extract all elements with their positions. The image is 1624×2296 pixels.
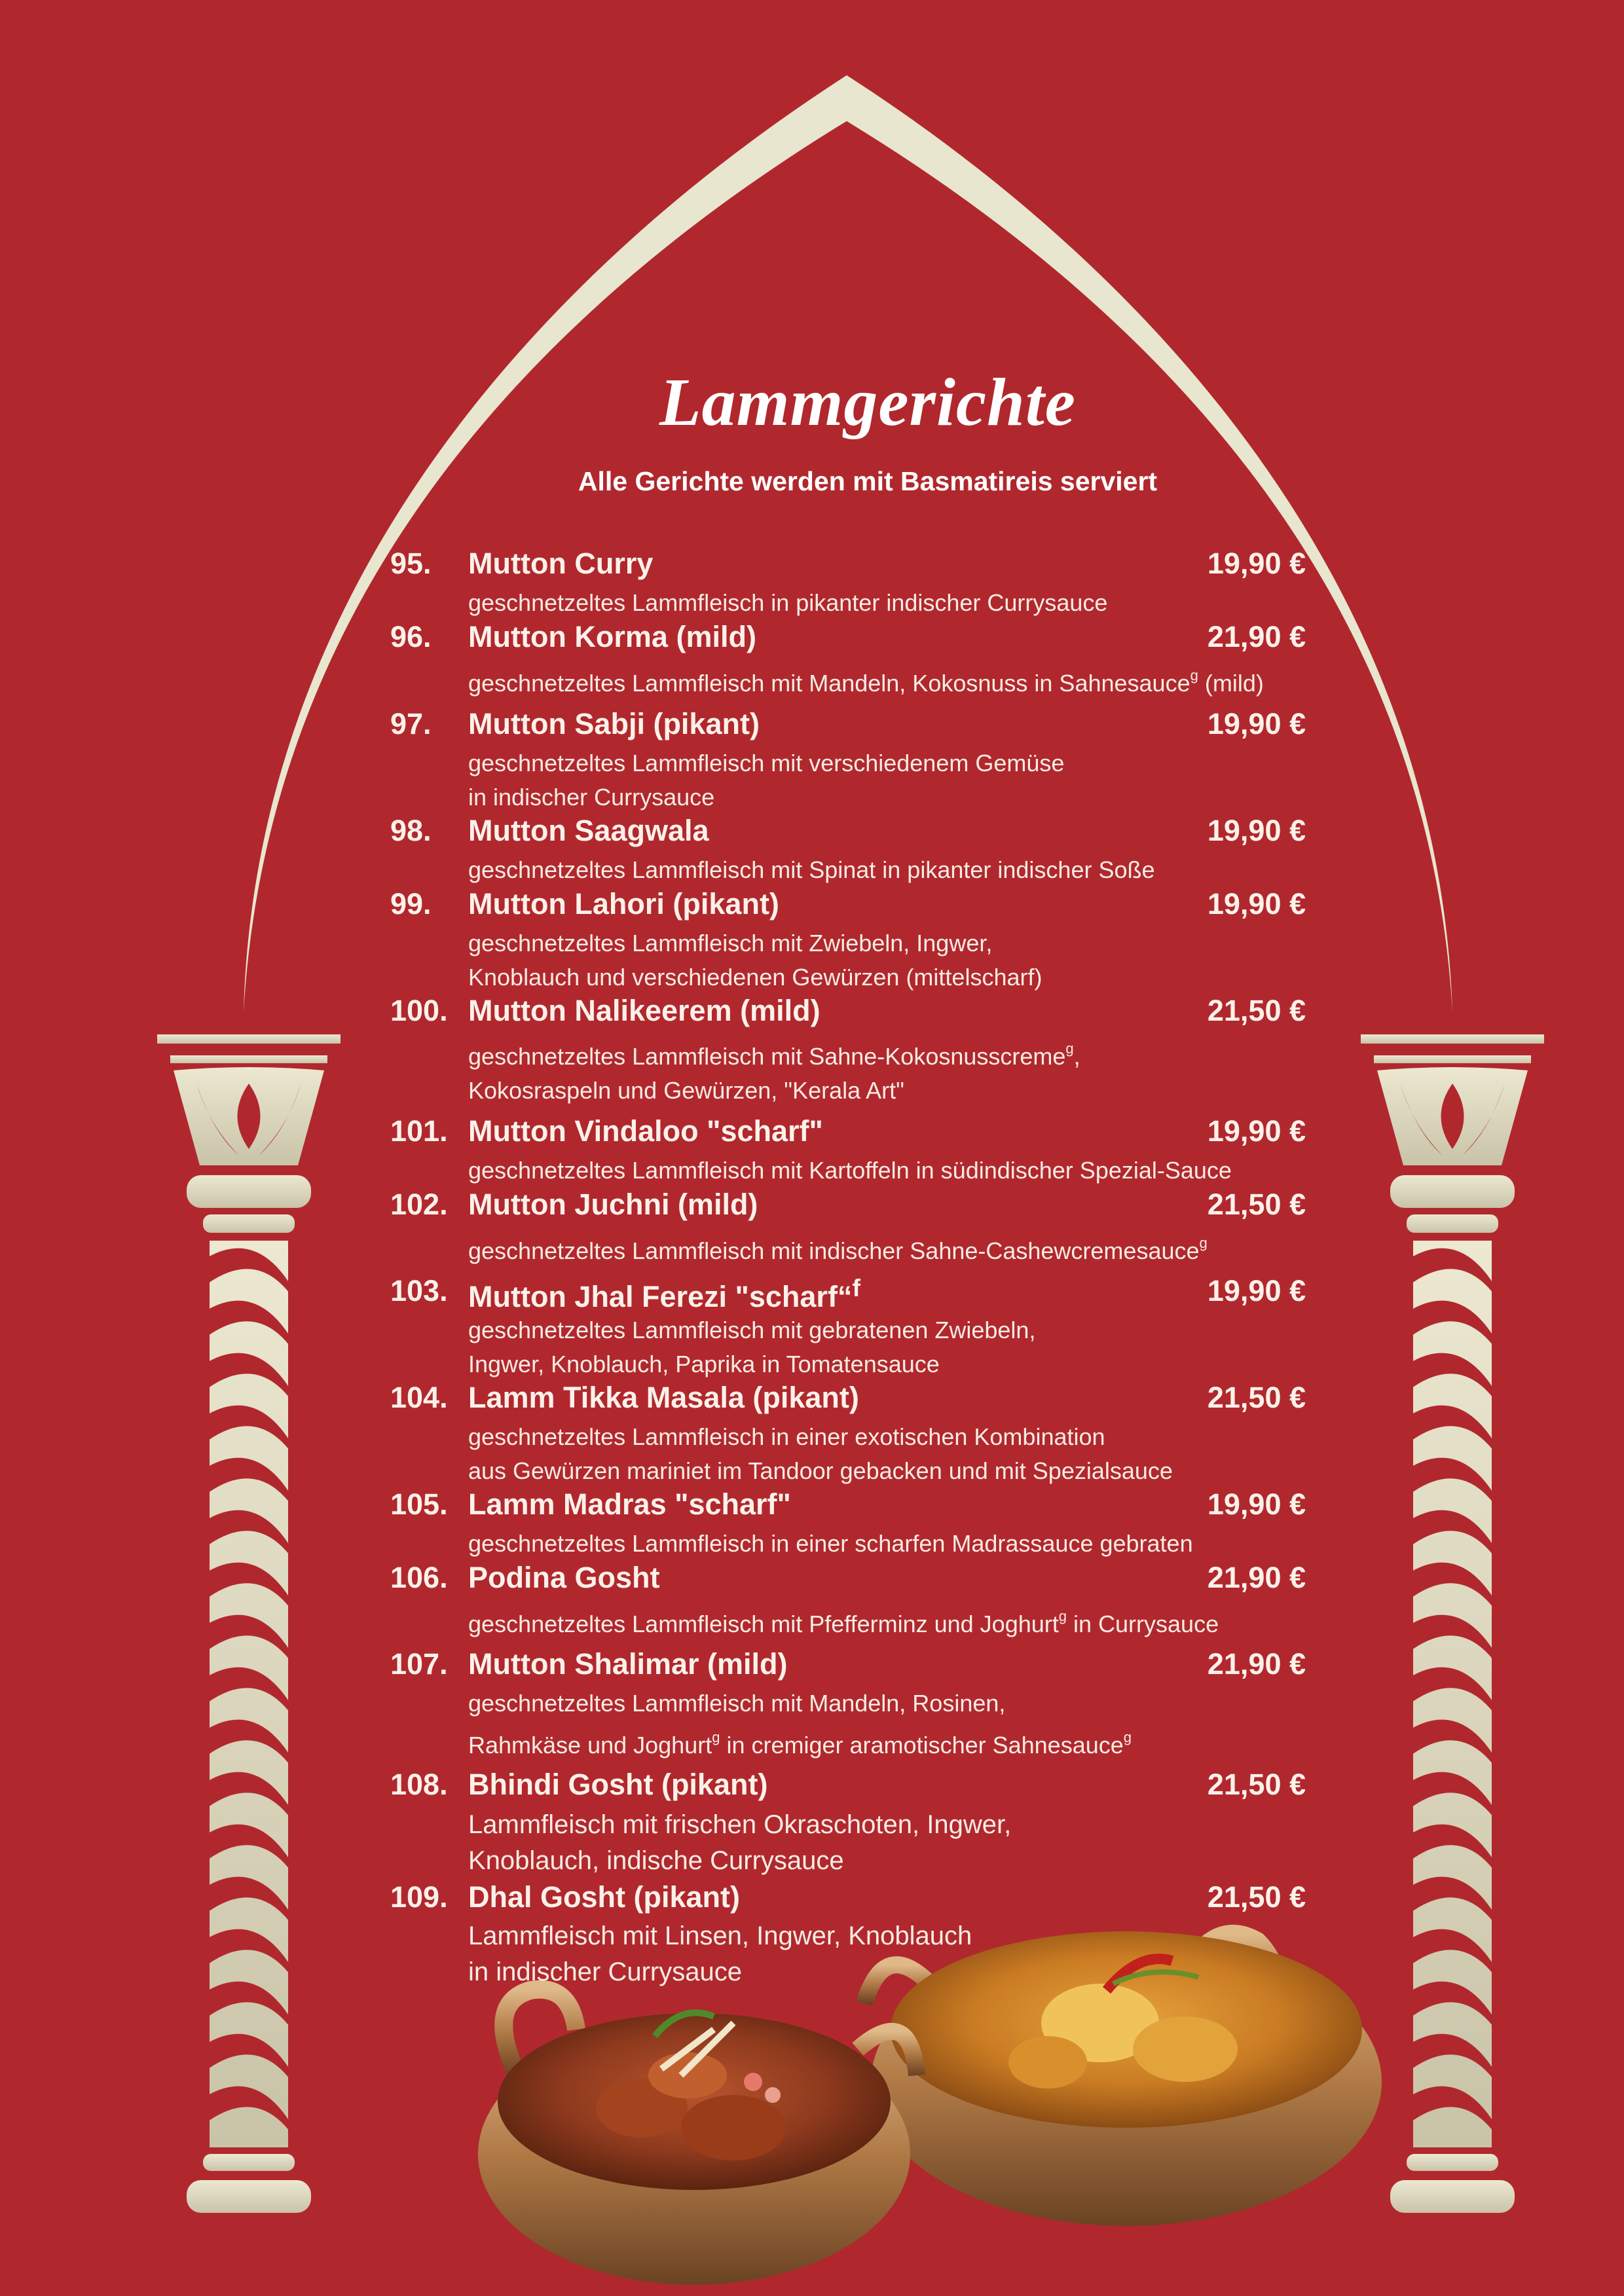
item-description: Lammfleisch mit Linsen, Ingwer, Knoblauch	[468, 1922, 972, 1950]
item-description: geschnetzeltes Lammfleisch mit Mandeln, Rosinen,	[468, 1690, 1006, 1717]
item-description: geschnetzeltes Lammfleisch in einer scharfen Madrassauce gebraten	[468, 1530, 1193, 1557]
item-price: 21,50 €	[1207, 1381, 1306, 1414]
item-price: 21,50 €	[1207, 1188, 1306, 1221]
item-description: Lammfleisch mit frischen Okraschoten, Ingwer,	[468, 1810, 1012, 1839]
item-description: Knoblauch, indische Currysauce	[468, 1846, 844, 1875]
item-number: 102.	[390, 1188, 448, 1221]
item-name: Mutton Saagwala	[468, 814, 709, 847]
page-subtitle: Alle Gerichte werden mit Basmatireis serviert	[578, 466, 1158, 496]
item-description: aus Gewürzen mariniet im Tandoor gebacken und mit Spezialsauce	[468, 1457, 1173, 1484]
item-number: 101.	[390, 1114, 448, 1148]
item-name: Mutton Vindaloo "scharf"	[468, 1114, 823, 1148]
item-number: 106.	[390, 1561, 448, 1594]
item-description: Ingwer, Knoblauch, Paprika in Tomatensauce	[468, 1351, 940, 1377]
item-description: in indischer Currysauce	[468, 784, 715, 811]
item-price: 19,90 €	[1207, 1274, 1306, 1307]
item-name: Lamm Madras "scharf"	[468, 1487, 791, 1521]
item-price: 19,90 €	[1207, 707, 1306, 740]
item-description: geschnetzeltes Lammfleisch mit Kartoffeln in südindischer Spezial-Sauce	[468, 1157, 1232, 1184]
pillar-left	[157, 1034, 341, 2213]
item-description: Kokosraspeln und Gewürzen, "Kerala Art"	[468, 1077, 904, 1104]
item-name: Mutton Jhal Ferezi "scharf“$^f$	[468, 1274, 860, 1313]
item-description: in indischer Currysauce	[468, 1958, 742, 1986]
item-name: Mutton Juchni (mild)	[468, 1188, 758, 1221]
item-number: 96.	[390, 620, 432, 653]
item-price: 19,90 €	[1207, 1114, 1306, 1148]
item-number: 107.	[390, 1647, 448, 1681]
item-name: Mutton Lahori (pikant)	[468, 887, 779, 920]
item-name: Podina Gosht	[468, 1561, 660, 1594]
item-number: 95.	[390, 547, 432, 580]
item-number: 109.	[390, 1880, 448, 1914]
item-price: 21,50 €	[1207, 994, 1306, 1027]
item-name: Mutton Shalimar (mild)	[468, 1647, 788, 1681]
item-description: geschnetzeltes Lammfleisch in einer exotischen Kombination	[468, 1423, 1105, 1450]
page-title: Lammgerichte	[659, 365, 1076, 440]
item-price: 21,90 €	[1207, 1647, 1306, 1681]
item-number: 108.	[390, 1768, 448, 1801]
item-description: geschnetzeltes Lammfleisch mit Mandeln, Kokosnuss in Sahnesauce$^g$ (mild)	[468, 667, 1264, 697]
item-description: geschnetzeltes Lammfleisch mit Pfefferminz und Joghurt$^g$ in Currysauce	[468, 1608, 1219, 1637]
item-price: 21,90 €	[1207, 620, 1306, 653]
item-number: 99.	[390, 887, 432, 920]
item-number: 105.	[390, 1487, 448, 1521]
item-description: Rahmkäse und Joghurt$^g$ in cremiger aramotischer Sahnesauce$^g$	[468, 1729, 1132, 1758]
item-name: Mutton Nalikeerem (mild)	[468, 994, 821, 1027]
item-name: Mutton Sabji (pikant)	[468, 707, 760, 740]
item-number: 104.	[390, 1381, 448, 1414]
item-price: 19,90 €	[1207, 547, 1306, 580]
item-description: geschnetzeltes Lammfleisch mit Zwiebeln, Ingwer,	[468, 930, 993, 957]
item-name: Mutton Curry	[468, 547, 654, 580]
item-name: Dhal Gosht (pikant)	[468, 1880, 740, 1914]
item-description: geschnetzeltes Lammfleisch mit gebratenen Zwiebeln,	[468, 1317, 1036, 1343]
item-description: geschnetzeltes Lammfleisch mit Sahne-Kokosnusscreme$^g$,	[468, 1040, 1080, 1070]
item-number: 100.	[390, 994, 448, 1027]
item-price: 21,90 €	[1207, 1561, 1306, 1594]
item-description: geschnetzeltes Lammfleisch mit Spinat in pikanter indischer Soße	[468, 856, 1155, 883]
item-price: 19,90 €	[1207, 1487, 1306, 1521]
item-name: Bhindi Gosht (pikant)	[468, 1768, 768, 1801]
item-number: 98.	[390, 814, 432, 847]
item-number: 103.	[390, 1274, 448, 1307]
item-description: geschnetzeltes Lammfleisch mit indischer Sahne-Cashewcremesauce$^g$	[468, 1235, 1208, 1264]
item-name: Mutton Korma (mild)	[468, 620, 756, 653]
item-description: Knoblauch und verschiedenen Gewürzen (mittelscharf)	[468, 964, 1043, 991]
item-description: geschnetzeltes Lammfleisch mit verschiedenem Gemüse	[468, 750, 1065, 776]
item-price: 19,90 €	[1207, 887, 1306, 920]
item-description: geschnetzeltes Lammfleisch in pikanter indischer Currysauce	[468, 589, 1108, 616]
item-number: 97.	[390, 707, 432, 740]
pillar-right	[1361, 1034, 1544, 2213]
item-name: Lamm Tikka Masala (pikant)	[468, 1381, 859, 1414]
item-price: 21,50 €	[1207, 1768, 1306, 1801]
item-price: 21,50 €	[1207, 1880, 1306, 1914]
item-price: 19,90 €	[1207, 814, 1306, 847]
